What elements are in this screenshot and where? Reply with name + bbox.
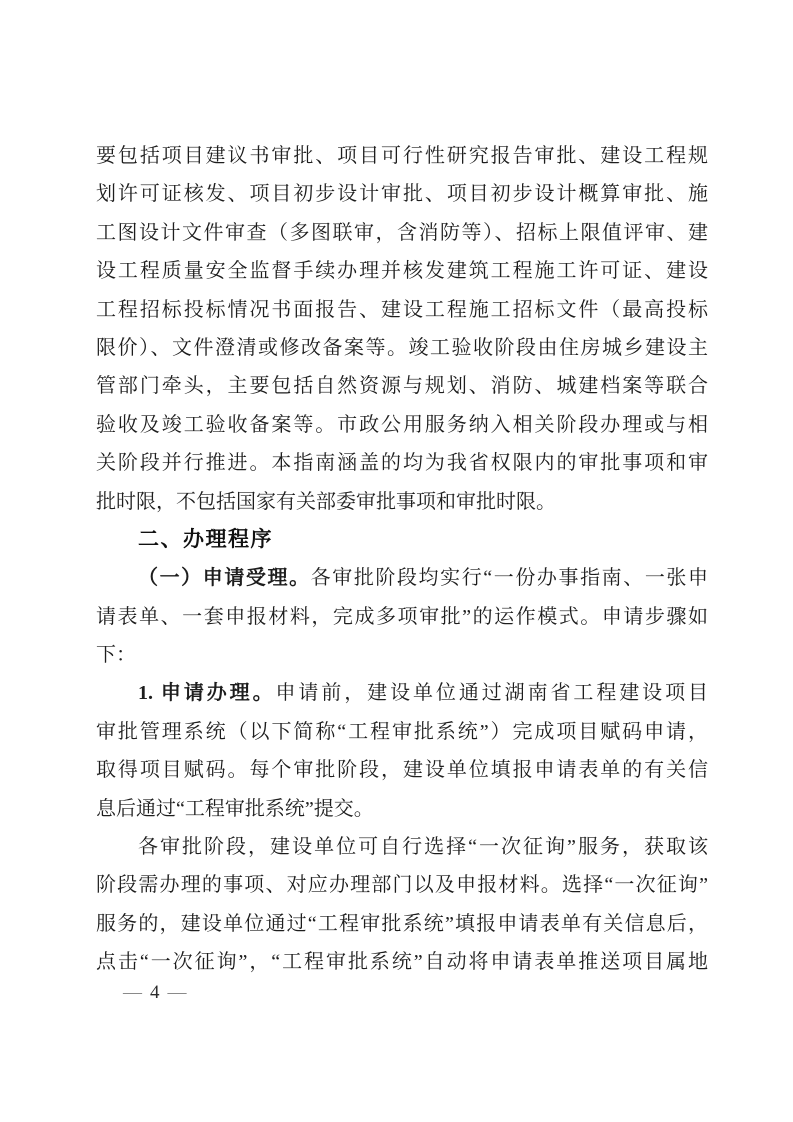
text-line	[96, 866, 708, 904]
page-number	[123, 982, 187, 1004]
text-line	[96, 905, 708, 943]
text-line	[96, 175, 708, 213]
page-number-value: 4	[150, 982, 160, 1003]
text-line	[96, 329, 708, 367]
line-text: 阶段需办理的事项、对应办理部门以及申报材料。选择“一次征询”	[96, 874, 708, 897]
line-text: 要包括项目建议书审批、项目可行性研究报告审批、建设工程规	[96, 145, 708, 167]
line-text: 点击“一次征询”，“工程审批系统”自动将申请表单推送项目属地	[96, 951, 708, 974]
text-line	[96, 790, 708, 828]
page-number-dash-right: —	[167, 982, 187, 1003]
text-line	[96, 713, 708, 751]
line-text: 工图设计文件审查（多图联审，含消防等）、招标上限值评审、建	[96, 221, 708, 244]
section-heading	[96, 521, 708, 559]
line-text: 下：	[96, 644, 136, 667]
line-text: 工程招标投标情况书面报告、建设工程施工招标文件（最高投标	[96, 298, 708, 321]
line-text: 息后通过“工程审批系统”提交。	[96, 797, 374, 820]
line-text: 批时限，不包括国家有关部委审批事项和审批时限。	[96, 490, 556, 513]
text-line	[96, 406, 708, 444]
line-text: 各审批阶段均实行“一份办事指南、一张申	[310, 567, 708, 590]
line-text: 划许可证核发、项目初步设计审批、项目初步设计概算审批、施	[96, 183, 708, 206]
text-line	[96, 291, 708, 329]
text-line	[96, 137, 708, 175]
text-line	[96, 751, 708, 789]
text-line	[96, 598, 708, 636]
text-line	[96, 828, 708, 866]
line-text: 各审批阶段，建设单位可自行选择“一次征询”服务，获取该	[138, 836, 708, 859]
document-body	[96, 137, 708, 982]
bold-run-in-label: 1. 申请办理。	[138, 682, 276, 705]
line-text: 取得项目赋码。每个审批阶段，建设单位填报申请表单的有关信	[96, 759, 708, 782]
heading-text: 二、办理程序	[138, 527, 273, 551]
text-line	[96, 214, 708, 252]
line-text: 审批管理系统（以下简称“工程审批系统”）完成项目赋码申请，	[96, 720, 708, 743]
line-text: 设工程质量安全监督手续办理并核发建筑工程施工许可证、建设	[96, 260, 708, 283]
text-line	[96, 559, 708, 597]
text-line	[96, 252, 708, 290]
line-text: 验收及竣工验收备案等。市政公用服务纳入相关阶段办理或与相	[96, 413, 708, 436]
text-line	[96, 636, 708, 674]
text-line	[96, 483, 708, 521]
bold-run-in-label: （一）申请受理。	[138, 567, 311, 590]
line-text: 关阶段并行推进。本指南涵盖的均为我省权限内的审批事项和审	[96, 452, 708, 475]
text-line	[96, 444, 708, 482]
page-number-dash-left: —	[123, 982, 142, 1003]
line-text: 服务的，建设单位通过“工程审批系统”填报申请表单有关信息后，	[96, 912, 708, 935]
text-line	[96, 674, 708, 712]
line-text: 请表单、一套申报材料，完成多项审批”的运作模式。申请步骤如	[96, 605, 708, 628]
line-text: 管部门牵头，主要包括自然资源与规划、消防、城建档案等联合	[96, 375, 708, 398]
line-text: 申请前，建设单位通过湖南省工程建设项目	[275, 682, 708, 705]
text-line	[96, 943, 708, 981]
line-text: 限价）、文件澄清或修改备案等。竣工验收阶段由住房城乡建设主	[96, 336, 708, 359]
text-line	[96, 367, 708, 405]
